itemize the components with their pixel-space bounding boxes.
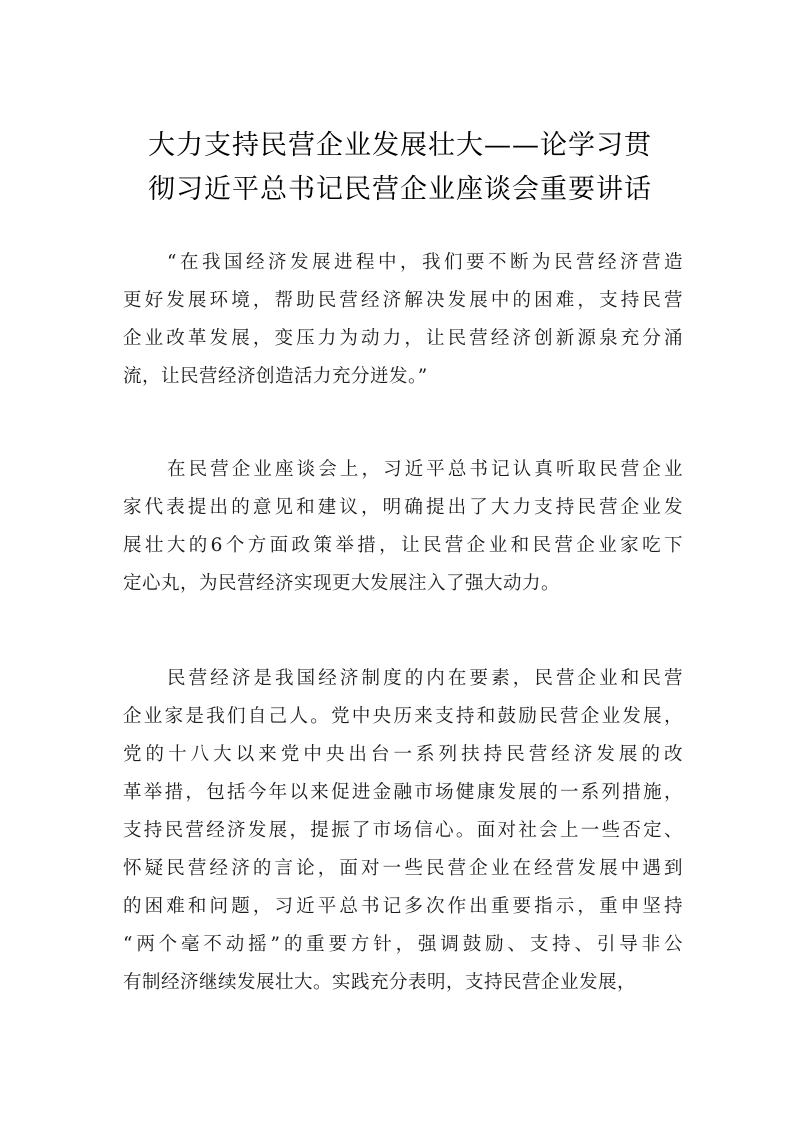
paragraph-line: 民营经济是我国经济制度的内在要素，民营企业和民营 <box>167 668 683 689</box>
title-line-2: 彻习近平总书记民营企业座谈会重要讲话 <box>148 174 652 205</box>
paragraph-line: 党的十八大以来党中央出台一系列扶持民营经济发展的改 <box>123 744 683 765</box>
paragraph-private-economy <box>123 660 683 1002</box>
document-title <box>100 124 700 212</box>
paragraph-line: 支持民营经济发展，提振了市场信心。面对社会上一些否定、 <box>123 820 683 841</box>
paragraph-line: 革举措，包括今年以来促进金融市场健康发展的一系列措施， <box>123 782 683 803</box>
paragraph-line: 怀疑民营经济的言论，面对一些民营企业在经营发展中遇到 <box>123 858 683 879</box>
paragraph-line: 更好发展环境，帮助民营经济解决发展中的困难，支持民营 <box>123 290 683 311</box>
paragraph-line: “在我国经济发展进程中，我们要不断为民营经济营造 <box>167 252 683 273</box>
paragraph-line: 的困难和问题，习近平总书记多次作出重要指示，重申坚持 <box>123 896 683 917</box>
paragraph-line: 家代表提出的意见和建议，明确提出了大力支持民营企业发 <box>123 497 683 518</box>
paragraph-line: 企业家是我们自己人。党中央历来支持和鼓励民营企业发展， <box>123 706 683 727</box>
paragraph-line: 流，让民营经济创造活力充分迸发。” <box>123 366 428 387</box>
paragraph-line: 有制经济继续发展壮大。实践充分表明，支持民营企业发展， <box>123 972 637 993</box>
paragraph-line: 定心丸，为民营经济实现更大发展注入了强大动力。 <box>123 573 561 594</box>
paragraph-line: 在民营企业座谈会上，习近平总书记认真听取民营企业 <box>167 459 683 480</box>
paragraph-symposium <box>123 451 683 603</box>
paragraph-line: 企业改革发展，变压力为动力，让民营经济创新源泉充分涌 <box>123 328 683 349</box>
paragraph-line: 展壮大的6个方面政策举措，让民营企业和民营企业家吃下 <box>123 535 683 556</box>
title-line-1: 大力支持民营企业发展壮大——论学习贯 <box>148 130 652 161</box>
paragraph-quote <box>123 244 683 396</box>
paragraph-line: “两个毫不动摇”的重要方针，强调鼓励、支持、引导非公 <box>123 934 683 955</box>
